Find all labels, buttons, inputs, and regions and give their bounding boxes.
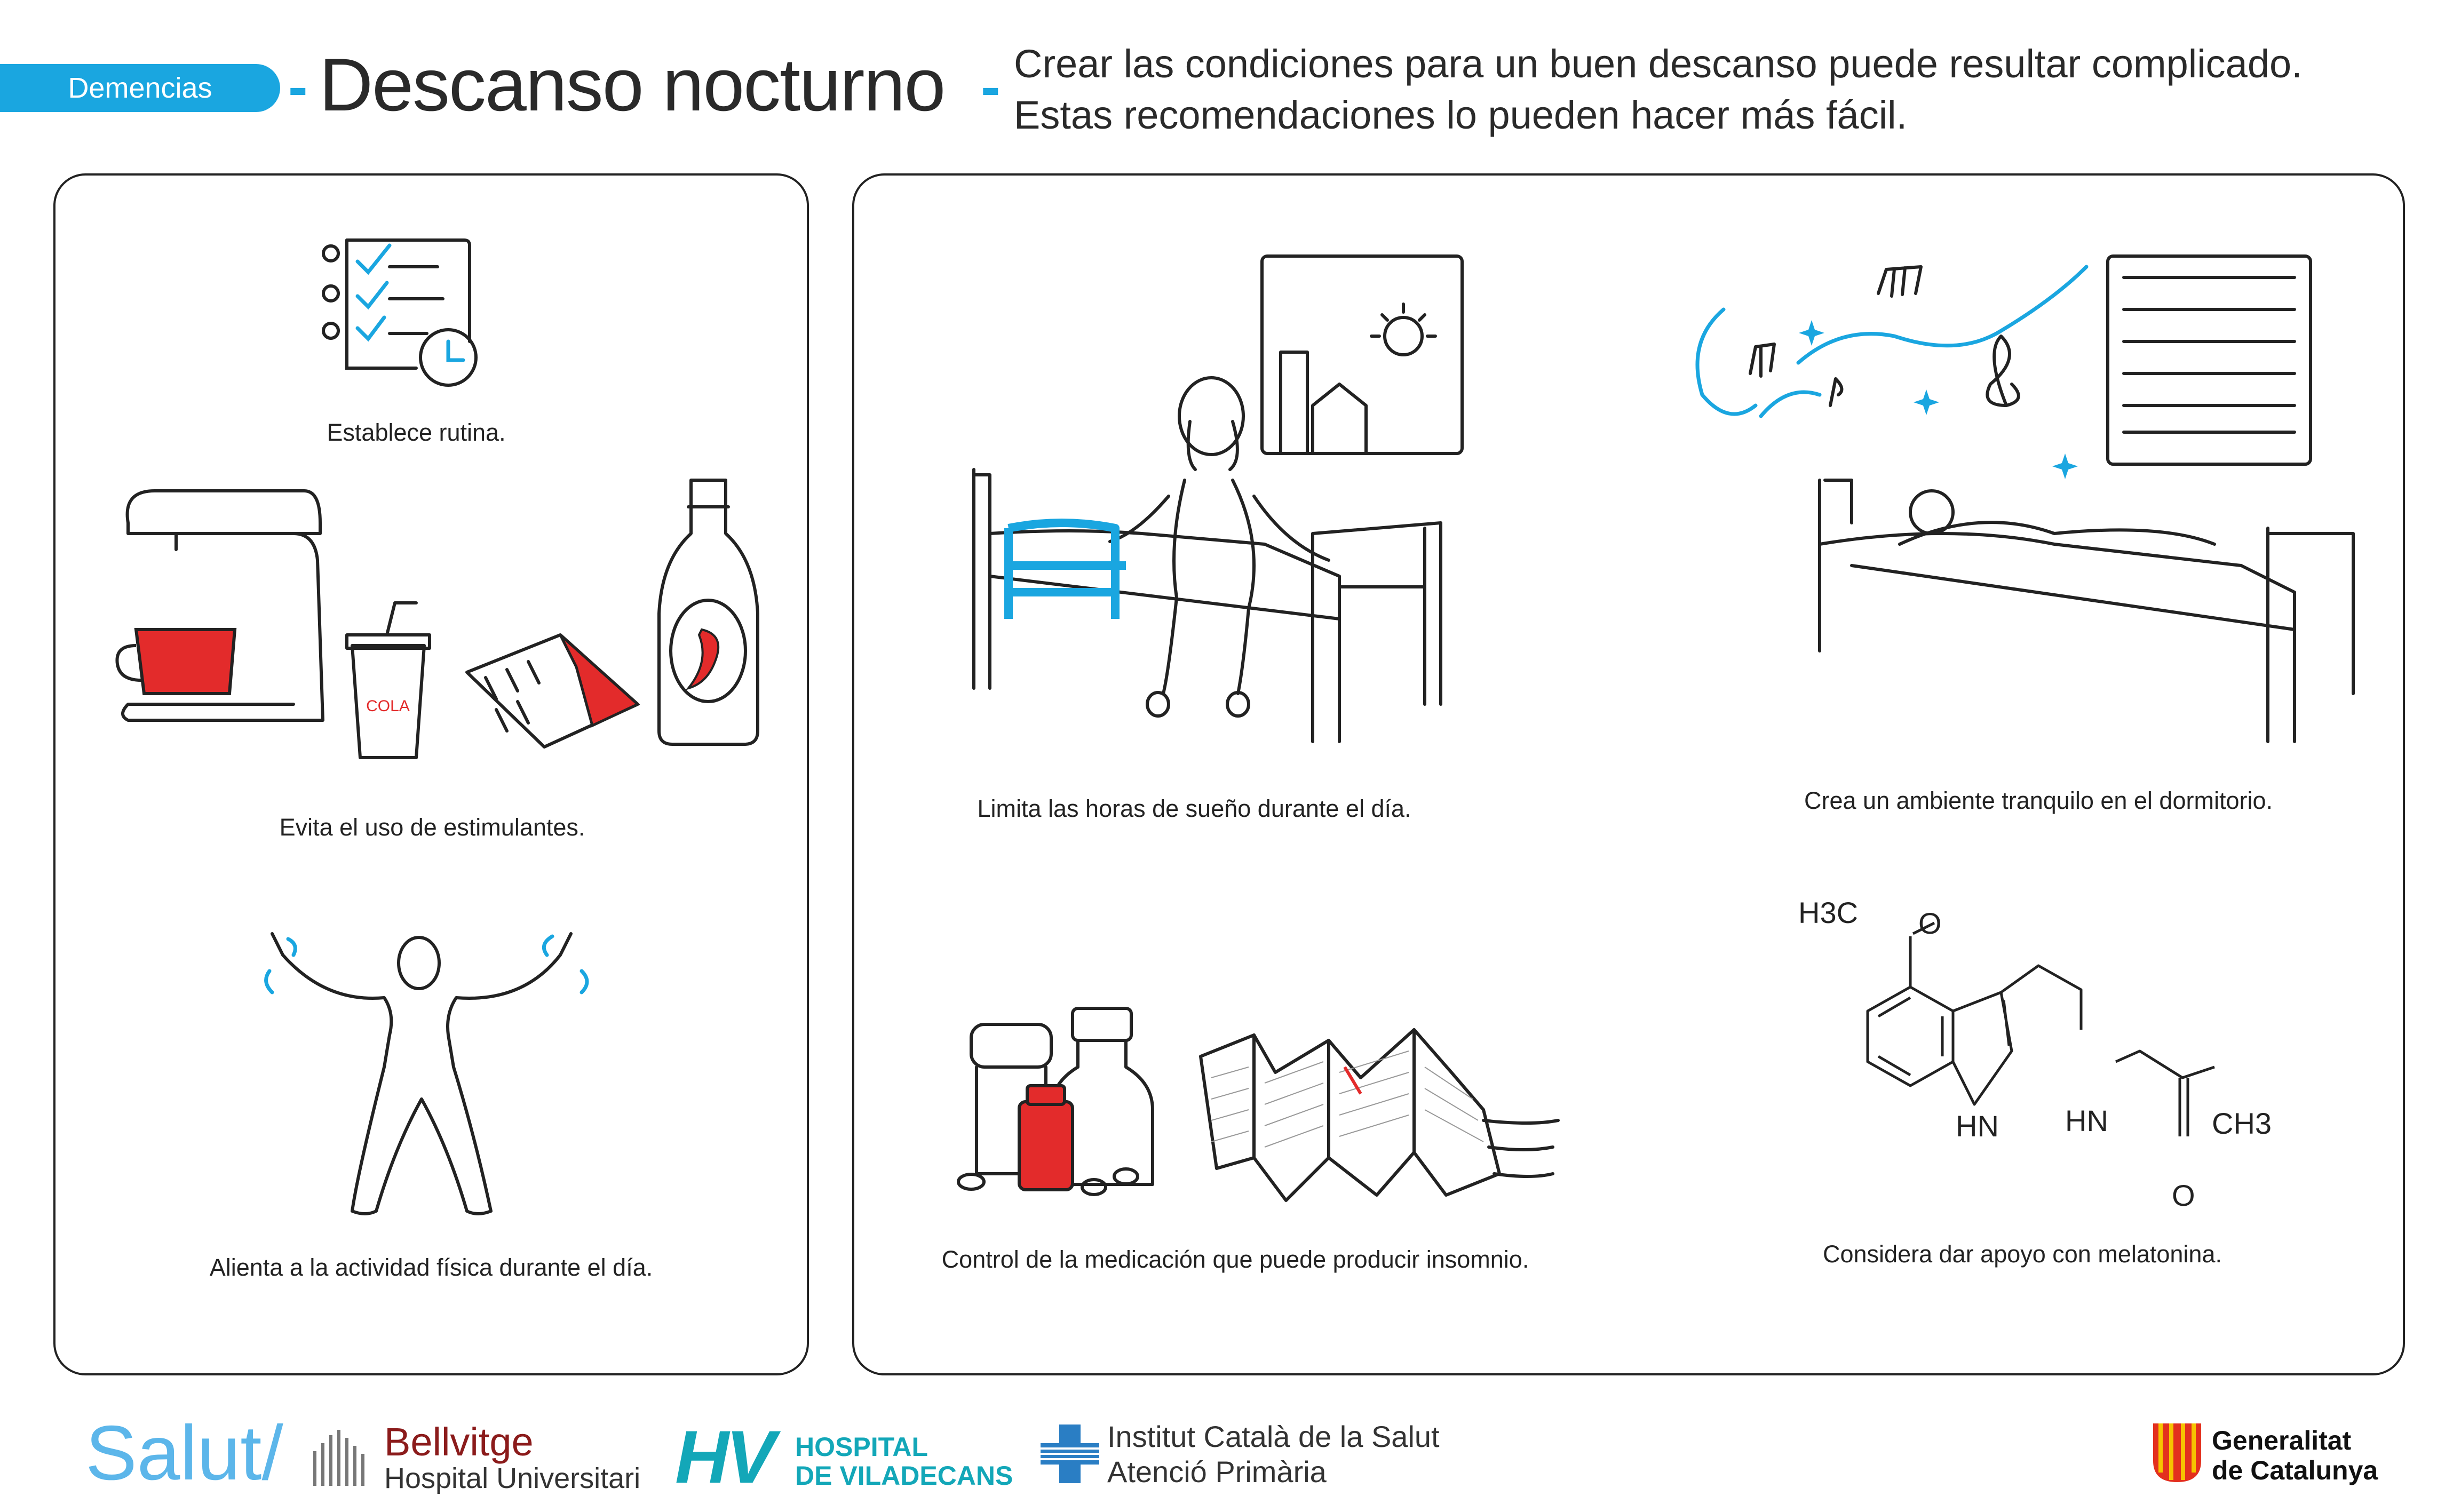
molecule-o-top: O [1918, 906, 1942, 940]
caption-routine: Establece rutina. [327, 419, 506, 446]
melatonin-molecule-icon [1798, 886, 2321, 1227]
caption-melatonin: Considera dar apoyo con melatonina. [1823, 1240, 2222, 1268]
person-sitting-bed-icon [966, 245, 1467, 758]
stimulants-icon [112, 475, 768, 763]
generalitat-text [2212, 1426, 2378, 1485]
viladecans-mark: HV [675, 1415, 773, 1499]
sleeping-bed-music-icon [1681, 245, 2327, 758]
bellvitge-bars-icon [309, 1425, 374, 1489]
caption-daytime-sleep: Limita las horas de sueño durante el día. [977, 795, 1411, 822]
ics-cross-icon [1041, 1425, 1099, 1483]
molecule-ch3: CH3 [2212, 1107, 2272, 1140]
caption-medication: Control de la medicación que puede producir insomnio. [941, 1246, 1529, 1273]
subtitle-line-2: Estas recomendaciones lo pueden hacer más fácil. [1014, 93, 1908, 137]
title-dash-right: - [981, 54, 1001, 120]
medication-leaflet-icon [955, 998, 1563, 1216]
checklist-clock-icon [320, 235, 491, 389]
title-dash-left: - [288, 54, 308, 120]
generalitat-shield-icon [2153, 1423, 2201, 1482]
generalitat-line-1: Generalitat [2212, 1426, 2352, 1455]
caption-quiet-bedroom: Crea un ambiente tranquilo en el dormitorio. [1804, 787, 2273, 814]
ics-line-1: Institut Català de la Salut [1107, 1420, 1440, 1453]
caption-stimulants: Evita el uso de estimulantes. [279, 814, 585, 841]
ics-text [1107, 1419, 1440, 1490]
ics-line-2: Atenció Primària [1107, 1455, 1327, 1489]
molecule-hn-ring: HN [1956, 1109, 1999, 1143]
category-tag [0, 64, 280, 112]
bellvitge-name: Bellvitge [384, 1420, 534, 1464]
molecule-h3c: H3C [1798, 896, 1859, 929]
category-tag-label: Demencias [68, 72, 212, 104]
generalitat-line-2: de Catalunya [2212, 1455, 2378, 1485]
caption-physical-activity: Alienta a la actividad física durante el día. [209, 1254, 653, 1281]
page-title: Descanso nocturno [319, 43, 945, 126]
salut-logo: Salut/ [85, 1410, 283, 1496]
bellvitge-subtitle: Hospital Universitari [384, 1462, 641, 1494]
molecule-hn-chain: HN [2065, 1104, 2108, 1137]
subtitle-line-1: Crear las condiciones para un buen descanso puede resultar complicado. [1014, 42, 2303, 86]
viladecans-line-2: DE VILADECANS [795, 1461, 1013, 1491]
cola-label: COLA [366, 697, 410, 715]
viladecans-line-1: HOSPITAL [795, 1432, 928, 1462]
exercising-person-icon [261, 923, 603, 1222]
page-subtitle [1014, 38, 2303, 141]
viladecans-text [795, 1433, 1013, 1490]
molecule-o-bottom: O [2172, 1179, 2195, 1212]
